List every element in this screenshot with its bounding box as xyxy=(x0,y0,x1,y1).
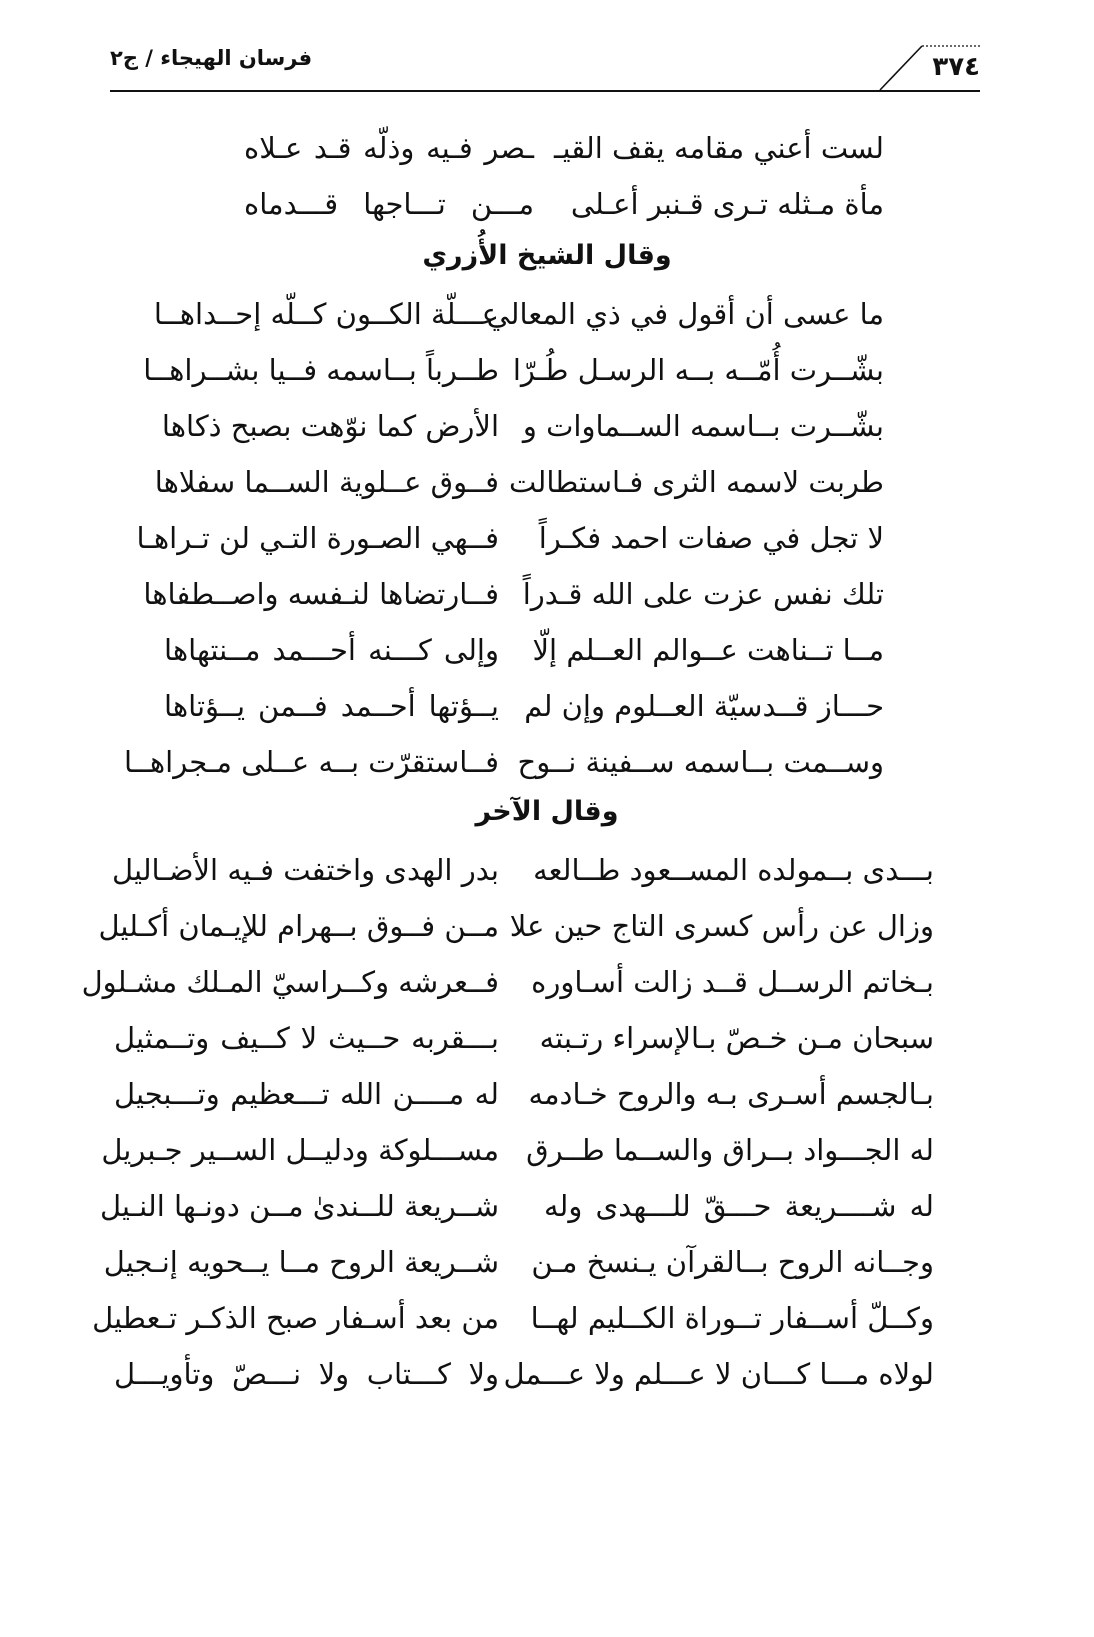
verse-first-hemistich: وجــانه الروح بــالقرآن يـنسخ مـن xyxy=(531,1245,934,1279)
running-title: فرسان الهيجاء / ج٢ xyxy=(110,46,313,70)
verse-first-hemistich: بـالجسم أسـرى بـه والروح خـادمه xyxy=(528,1077,934,1111)
verse-first-hemistich: وســمت بــاسمه ســفينة نــوح xyxy=(517,745,884,779)
verse-line xyxy=(164,676,884,736)
verse-second-hemistich: مـــن تـــاجها قـــدماه xyxy=(244,187,534,221)
verse-second-hemistich: فــهي الصـورة التـي لن تـراهـا xyxy=(136,521,499,555)
verse-line xyxy=(114,840,934,900)
verse-second-hemistich: فــوق عــلوية الســما سفلاها xyxy=(154,465,499,499)
verse-first-hemistich: لا تجل في صفات احمد فكـراً xyxy=(538,521,884,555)
verse-second-hemistich: فــارتضاها لنـفسه واصــطفاها xyxy=(143,577,499,611)
verse-line xyxy=(214,174,884,234)
verse-line xyxy=(143,564,884,624)
verse-first-hemistich: له الجـــواد بــراق والســما طــرق xyxy=(526,1133,934,1167)
verse-line xyxy=(98,896,934,956)
verse-second-hemistich: يــؤتها أحــمد فــمن يــؤتاها xyxy=(164,689,499,723)
verse-line xyxy=(99,1176,934,1236)
verse-first-hemistich: سبحان مـن خـصّ بـالإسراء رتـبته xyxy=(539,1021,934,1055)
verse-first-hemistich: بشّــرت أُمّــه بــه الرسـل طُـرّا xyxy=(512,353,884,387)
verse-second-hemistich: مســـلوكة ودليــل الســير جـبريل xyxy=(101,1133,499,1167)
verse-first-hemistich: ما عسى أن أقول في ذي المعالي xyxy=(486,297,884,331)
verse-second-hemistich: شــريعة الروح مــا يــحويه إنـجيل xyxy=(103,1245,499,1279)
verse-first-hemistich: بشّــرت بــاسمه الســماوات و xyxy=(522,409,884,443)
verse-first-hemistich: مأة مـثله تـرى قـنبر أعـلى xyxy=(570,187,884,221)
verse-line xyxy=(103,1232,934,1292)
verse-first-hemistich: وكــلّ أســفار تــوراة الكــليم لهــا xyxy=(530,1301,934,1335)
verse-first-hemistich: لولاه مـــا كـــان لا عـــلم ولا عـــمل xyxy=(503,1357,934,1391)
verse-first-hemistich: بـــدى بــمولده المســعود طــالعه xyxy=(533,853,934,887)
verse-second-hemistich: شــريعة للــندىٰ مــن دونـها النـيل xyxy=(99,1189,499,1223)
verse-line xyxy=(161,396,884,456)
verse-second-hemistich: طــرباً بــاسمه فــيا بشــراهــا xyxy=(143,353,499,387)
verse-second-hemistich: ـصر فـيه وذلّه قـد عـلاه xyxy=(244,131,534,165)
verse-line xyxy=(153,284,884,344)
verse-line xyxy=(81,952,934,1012)
verse-first-hemistich: وزال عن رأس كسرى التاج حين علا xyxy=(509,909,934,943)
verse-line xyxy=(114,1344,934,1404)
poem-heading: وقال الشيخ الأُزري xyxy=(422,240,672,271)
verse-first-hemistich: بـخاتم الرســل قــد زالت أسـاوره xyxy=(531,965,934,999)
verse-first-hemistich: لست أعني مقامه يقف القيـ xyxy=(553,131,884,165)
verse-first-hemistich: مــا تــناهت عــوالم العــلم إلّا xyxy=(532,633,884,667)
poem-heading: وقال الآخر xyxy=(475,796,619,827)
verse-line xyxy=(114,1064,934,1124)
verse-line xyxy=(136,508,884,568)
verse-second-hemistich: له مــــن الله تـــعظيم وتـــبجيل xyxy=(114,1077,499,1111)
verse-first-hemistich: حـــاز قــدسيّة العــلوم وإن لم xyxy=(524,689,884,723)
verse-line xyxy=(214,118,884,178)
verse-line xyxy=(143,340,884,400)
verse-line xyxy=(164,620,884,680)
verse-second-hemistich: وإلى كـــنه أحـــمد مــنتهاها xyxy=(164,633,499,667)
verse-second-hemistich: مــن فــوق بــهرام للإيـمان أكـليل xyxy=(98,909,499,943)
verse-line xyxy=(114,1008,934,1068)
verse-first-hemistich: تلك نفس عزت على الله قـدراً xyxy=(522,577,884,611)
verse-second-hemistich: عـــلّة الكــون كــلّه إحــداهــا xyxy=(153,297,499,331)
verse-line xyxy=(92,1288,934,1348)
verse-second-hemistich: الأرض كما نوّهت بصبح ذكاها xyxy=(161,409,499,443)
verse-line xyxy=(154,452,884,512)
verse-first-hemistich: له شــــريعة حـــقّ للـــهدى وله xyxy=(544,1189,934,1223)
verse-line xyxy=(124,732,884,792)
verse-second-hemistich: بـــقربه حــيث لا كــيف وتــمثيل xyxy=(114,1021,499,1055)
verse-second-hemistich: بدر الهدى واختفت فـيه الأضـاليل xyxy=(112,853,499,887)
verse-second-hemistich: من بعد أسـفار صبح الذكـر تـعطيل xyxy=(92,1301,499,1335)
verse-second-hemistich: ولا كـــتاب ولا نـــصّ وتأويـــل xyxy=(114,1357,499,1391)
verse-first-hemistich: طربت لاسمه الثرى فـاستطالت xyxy=(509,465,884,499)
verse-second-hemistich: فــاستقرّت بــه عــلى مـجراهــا xyxy=(124,745,499,779)
page-number: ٣٧٤ xyxy=(932,52,980,82)
verse-line xyxy=(101,1120,934,1180)
verse-second-hemistich: فــعرشه وكــراسيّ المـلك مشـلول xyxy=(81,965,499,999)
